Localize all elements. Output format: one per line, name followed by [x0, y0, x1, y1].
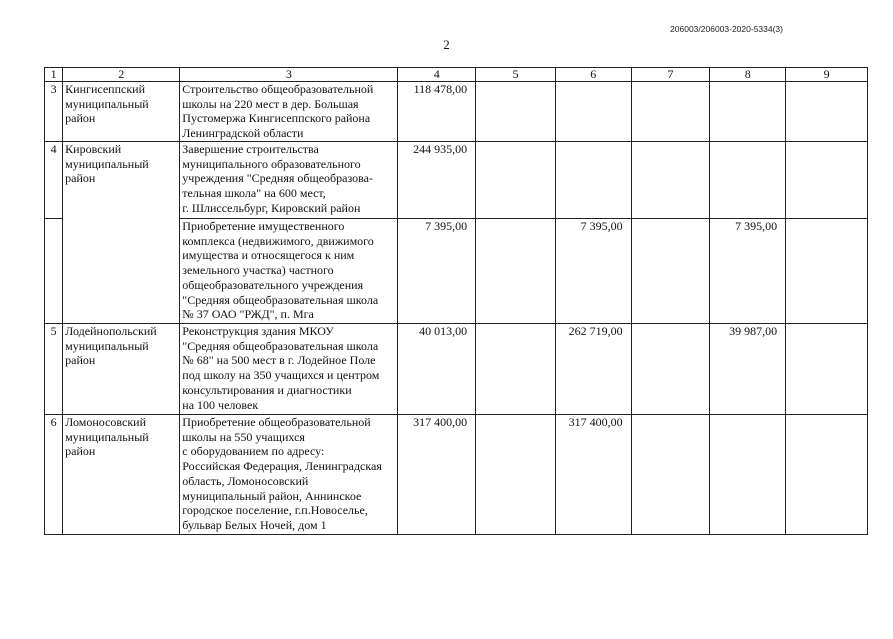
table-row [45, 82, 868, 142]
amount-col5 [476, 324, 556, 415]
column-header: 2 [63, 68, 180, 82]
amount-col9 [786, 219, 868, 324]
row-number: 4 [45, 142, 63, 219]
object-cell: Реконструкция здания МКОУ "Средняя общеобразовательная школа № 68" на 500 мест в г. Лодейное Поле под школу на 350 учащихся и центром консультирования и диагностики на 100 человек [180, 324, 398, 415]
table-row [45, 415, 868, 535]
amount-col5 [476, 82, 556, 142]
row-number: 5 [45, 324, 63, 415]
amount-col4: 317 400,00 [398, 415, 476, 535]
amount-col7 [631, 142, 710, 219]
amount-col8 [710, 82, 786, 142]
column-header: 9 [786, 68, 868, 82]
amount-col8: 7 395,00 [710, 219, 786, 324]
amount-col9 [786, 82, 868, 142]
financing-table [44, 67, 868, 535]
column-header: 4 [398, 68, 476, 82]
amount-col9 [786, 324, 868, 415]
amount-col7 [631, 324, 710, 415]
row-number [45, 219, 63, 324]
amount-col4: 7 395,00 [398, 219, 476, 324]
amount-col9 [786, 415, 868, 535]
column-header: 5 [476, 68, 556, 82]
table-row [45, 142, 868, 219]
amount-col7 [631, 82, 710, 142]
amount-col5 [476, 415, 556, 535]
column-header: 7 [631, 68, 710, 82]
district-cell: Ломоносовский муниципальный район [63, 415, 180, 535]
document-id: 206003/206003-2020-5334(3) [670, 24, 783, 34]
amount-col4: 40 013,00 [398, 324, 476, 415]
amount-col4: 244 935,00 [398, 142, 476, 219]
column-header: 6 [555, 68, 631, 82]
amount-col5 [476, 219, 556, 324]
amount-col8 [710, 142, 786, 219]
amount-col5 [476, 142, 556, 219]
amount-col6: 7 395,00 [555, 219, 631, 324]
amount-col7 [631, 415, 710, 535]
page-number: 2 [443, 37, 450, 52]
row-number: 3 [45, 82, 63, 142]
object-cell: Приобретение общеобразовательной школы на 550 учащихся с оборудованием по адресу: Российская Федерация, Ленинградская область, Ломоносовский муниципальный район, Аннинское городское поселение, г.п.Новоселье, бульвар Белых Ночей, дом 1 [180, 415, 398, 535]
object-cell: Строительство общеобразовательной школы на 220 мест в дер. Большая Пустомержа Кингисеппского района Ленинградской области [180, 82, 398, 142]
object-cell: Завершение строительства муниципального образовательного учреждения "Средняя общеобразова- тельная школа" на 600 мест, г. Шлиссельбург, Кировский район [180, 142, 398, 219]
column-header: 1 [45, 68, 63, 82]
amount-col4: 118 478,00 [398, 82, 476, 142]
amount-col8: 39 987,00 [710, 324, 786, 415]
amount-col8 [710, 415, 786, 535]
column-header: 8 [710, 68, 786, 82]
object-cell: Приобретение имущественного комплекса (недвижимого, движимого имущества и относящегося к ним земельного участка) частного общеобразовательного учреждения "Средняя общеобразовательная школа № 37 ОАО "РЖД", п. Мга [180, 219, 398, 324]
table-row [45, 324, 868, 415]
column-number-row [45, 68, 868, 82]
district-cell: Кировский муниципальный район [63, 142, 180, 324]
row-number: 6 [45, 415, 63, 535]
district-cell: Лодейнопольский муниципальный район [63, 324, 180, 415]
amount-col6 [555, 142, 631, 219]
amount-col9 [786, 142, 868, 219]
amount-col6: 317 400,00 [555, 415, 631, 535]
column-header: 3 [180, 68, 398, 82]
amount-col6: 262 719,00 [555, 324, 631, 415]
district-cell: Кингисеппский муниципальный район [63, 82, 180, 142]
amount-col6 [555, 82, 631, 142]
amount-col7 [631, 219, 710, 324]
